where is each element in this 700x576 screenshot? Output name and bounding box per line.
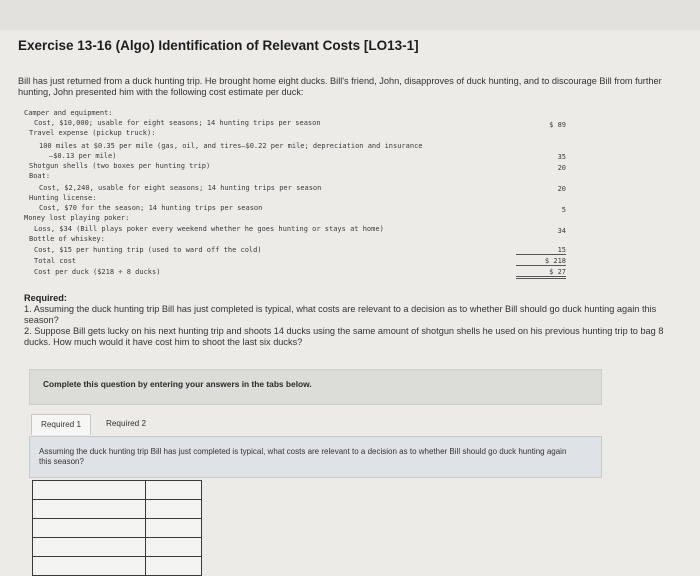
answer-input[interactable] (33, 558, 145, 576)
cost-per-duck-label: Cost per duck ($218 ÷ 8 ducks) (34, 268, 161, 276)
answer-cell[interactable] (146, 519, 202, 538)
top-band (0, 0, 700, 30)
cost-row-amount: $ 89 (549, 121, 566, 129)
cost-per-duck-amount: $ 27 (516, 268, 566, 279)
answer-input[interactable] (146, 482, 201, 500)
cost-row-label: Boat: (29, 172, 51, 180)
cost-row-label: Cost, $15 per hunting trip (used to ward off the cold) (34, 246, 262, 254)
cost-row-label: Cost, $70 for the season; 14 hunting trips per season (39, 204, 263, 212)
answer-cell[interactable] (146, 557, 202, 576)
cost-row-amount: 5 (561, 206, 566, 214)
answer-cell[interactable] (146, 481, 202, 500)
answer-cell[interactable] (146, 538, 202, 557)
answer-cell[interactable] (33, 557, 146, 576)
answer-input[interactable] (33, 539, 145, 557)
cost-row-label: Cost, $10,000; usable for eight seasons; 14 hunting trips per season (34, 119, 321, 127)
cost-row-label: Travel expense (pickup truck): (29, 129, 156, 137)
intro-paragraph: Bill has just returned from a duck hunting trip. He brought home eight ducks. Bill's friend, John, disapproves of duck hunting, and to discourage Bill from further hunting, John presented him with the following cost estimate per duck: (18, 76, 662, 97)
answer-input[interactable] (146, 501, 201, 519)
required-heading: Required: (24, 293, 67, 303)
answer-cell[interactable] (33, 500, 146, 519)
question-text: Assuming the duck hunting trip Bill has just completed is typical, what costs are relevant to a decision as to whether Bill should go duck hunting again this season? (39, 447, 567, 466)
exercise-title: Exercise 13-16 (Algo) Identification of Relevant Costs [LO13-1] (18, 38, 419, 53)
answer-cell[interactable] (33, 519, 146, 538)
answer-row (33, 519, 202, 538)
cost-row-amount: 20 (557, 185, 566, 193)
answer-cell[interactable] (146, 500, 202, 519)
answer-input[interactable] (146, 558, 201, 576)
question-box (29, 436, 602, 478)
total-cost-amount: $ 218 (516, 257, 566, 266)
cost-row-label: —$0.13 per mile) (49, 152, 117, 160)
cost-row-label: Bottle of whiskey: (29, 235, 105, 243)
cost-row-amount: 35 (557, 153, 566, 161)
cost-row-amount: 20 (557, 164, 566, 172)
cost-row-label: Hunting license: (29, 194, 97, 202)
cost-row-label: Money lost playing poker: (24, 214, 130, 222)
answer-row (33, 500, 202, 519)
answer-row (33, 538, 202, 557)
answer-cell[interactable] (33, 481, 146, 500)
cost-row-label: Cost, $2,240, usable for eight seasons; 14 hunting trips per season (39, 184, 322, 192)
answer-row (33, 557, 202, 576)
answer-row (33, 481, 202, 500)
answer-input[interactable] (146, 520, 201, 538)
answer-input[interactable] (33, 482, 145, 500)
required-item-2: 2. Suppose Bill gets lucky on his next hunting trip and shoots 14 ducks using the same amount of shotgun shells he used on his previous hunting trip to bag 8 ducks. How much would it have cost him to shoot the last six ducks? (24, 326, 664, 347)
total-cost-label: Total cost (34, 257, 77, 265)
instructions-text: Complete this question by entering your answers in the tabs below. (43, 379, 312, 389)
answer-cell[interactable] (33, 538, 146, 557)
cost-row-label: Shotgun shells (two boxes per hunting trip) (29, 162, 211, 170)
required-section (24, 293, 664, 348)
cost-row-amount: 34 (557, 227, 566, 235)
tab-required-2[interactable]: Required 2 (105, 419, 147, 428)
required-item-1: 1. Assuming the duck hunting trip Bill has just completed is typical, what costs are relevant to a decision as to whether Bill should go duck hunting again this season? (24, 304, 657, 325)
answer-input[interactable] (33, 501, 145, 519)
instructions-box (29, 369, 602, 405)
tab-required-1[interactable]: Required 1 (31, 414, 91, 435)
cost-row-label: Loss, $34 (Bill plays poker every weekend whether he goes hunting or stays at home) (34, 225, 384, 233)
answer-input[interactable] (33, 520, 145, 538)
cost-row-amount: 15 (516, 246, 566, 255)
answer-input[interactable] (146, 539, 201, 557)
cost-row-label: 100 miles at $0.35 per mile (gas, oil, and tires—$0.22 per mile; depreciation and insurance (39, 142, 423, 150)
cost-row-label: Camper and equipment: (24, 109, 113, 117)
